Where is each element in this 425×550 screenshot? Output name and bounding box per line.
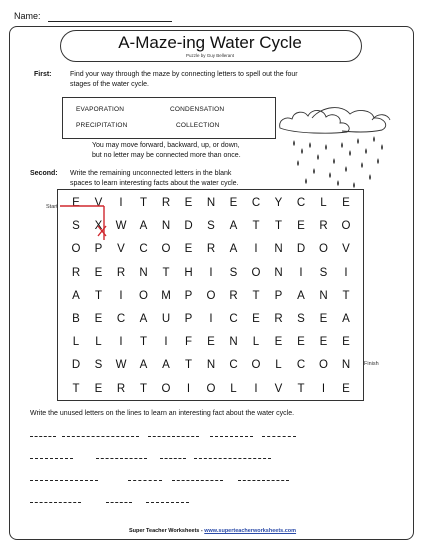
maze-letter[interactable]: N (341, 359, 351, 372)
maze-letter[interactable]: A (162, 359, 170, 372)
start-path-marker (60, 194, 110, 244)
maze-letter[interactable]: S (297, 313, 305, 325)
maze-letter[interactable]: E (297, 220, 305, 233)
maze-letter[interactable]: T (184, 359, 193, 372)
second-label: Second: (30, 170, 58, 177)
maze-letter[interactable]: I (186, 382, 191, 395)
word-evaporation: EVAPORATION (76, 106, 125, 113)
footer-separator: - (199, 528, 205, 534)
maze-letter[interactable]: R (71, 266, 81, 279)
maze-letter[interactable]: E (319, 313, 328, 325)
maze-letter[interactable]: D (184, 220, 193, 233)
word-bank (62, 97, 276, 139)
maze-letter[interactable]: T (297, 382, 305, 395)
answer-blank[interactable] (128, 474, 162, 481)
maze-letter[interactable]: E (252, 313, 260, 325)
maze-letter[interactable]: V (274, 382, 283, 395)
maze-letter[interactable]: L (275, 359, 282, 372)
second-instruction-line1: Write the remaining unconnected letters in the blank (70, 170, 232, 177)
maze-letter[interactable]: N (229, 336, 238, 349)
maze-letter[interactable]: E (94, 382, 103, 395)
rules-line1: You may move forward, backward, up, or down, (92, 142, 240, 149)
maze-letter[interactable]: A (72, 289, 80, 302)
maze-letter[interactable]: N (161, 220, 171, 233)
maze-letter[interactable]: O (139, 289, 148, 302)
maze-letter[interactable]: I (254, 382, 258, 395)
maze-letter[interactable]: I (209, 266, 213, 279)
maze-letter[interactable]: R (274, 313, 283, 325)
maze-start-label: Start (46, 204, 58, 210)
answer-blank[interactable] (106, 496, 132, 503)
maze-letter[interactable]: E (342, 382, 350, 395)
maze-letter[interactable]: I (119, 197, 123, 209)
maze-letter[interactable]: T (94, 289, 103, 302)
maze-letter[interactable]: S (94, 359, 103, 372)
maze-letter[interactable]: A (139, 359, 148, 372)
answer-blank[interactable] (148, 430, 199, 437)
maze-letter[interactable]: M (161, 289, 171, 302)
maze-letter[interactable]: A (139, 313, 148, 325)
maze-letter[interactable]: O (161, 382, 171, 395)
maze-letter[interactable]: X (94, 220, 103, 233)
maze-letter[interactable]: T (342, 289, 350, 302)
maze-letter[interactable]: C (296, 197, 306, 209)
maze-letter[interactable]: E (94, 266, 103, 279)
maze-letter[interactable]: S (72, 220, 80, 233)
maze-letter[interactable]: C (229, 313, 238, 325)
maze-letter[interactable]: A (342, 313, 350, 325)
maze-letter[interactable]: E (184, 197, 193, 209)
maze-letter[interactable]: Y (274, 197, 283, 209)
maze-letter[interactable]: I (344, 266, 348, 279)
maze-letter[interactable]: C (296, 359, 306, 372)
maze-letter[interactable]: T (252, 220, 260, 233)
footer-url-link[interactable]: www.superteacherworksheets.com (204, 528, 297, 534)
name-label: Name: (14, 11, 41, 21)
maze-letter[interactable]: I (299, 266, 303, 279)
maze-letter[interactable]: E (72, 197, 80, 209)
answer-blank[interactable] (146, 496, 189, 503)
maze-letter[interactable]: I (119, 289, 123, 302)
maze-letter[interactable]: O (251, 266, 261, 279)
maze-letter[interactable]: R (161, 197, 171, 209)
maze-letter[interactable]: A (229, 220, 238, 233)
maze-letter[interactable]: E (229, 197, 238, 209)
maze-letter[interactable]: O (71, 243, 81, 256)
maze-letter[interactable]: C (229, 359, 238, 372)
answer-instruction: Write the unused letters on the lines to learn an interesting fact about the water cycle. (30, 410, 295, 417)
maze-letter[interactable]: O (206, 382, 216, 395)
maze-letter[interactable]: P (184, 313, 193, 325)
maze-letter[interactable]: N (139, 266, 148, 279)
maze-letter[interactable]: R (116, 266, 126, 279)
first-label: First: (34, 71, 52, 78)
rain-cloud-icon (272, 98, 397, 188)
maze-letter[interactable]: C (251, 197, 261, 209)
answer-blank[interactable] (96, 452, 147, 459)
maze-letter[interactable]: O (319, 359, 328, 372)
maze-letter[interactable]: P (94, 243, 103, 256)
answer-blank[interactable] (210, 430, 253, 437)
answer-blank[interactable] (30, 452, 73, 459)
maze-letter[interactable]: O (251, 359, 261, 372)
answer-blank[interactable] (160, 452, 186, 459)
footer-brand: Super Teacher Worksheets (128, 528, 200, 534)
answer-blank[interactable] (238, 474, 289, 481)
maze-letter[interactable]: E (297, 336, 305, 349)
maze-letter[interactable]: I (164, 336, 168, 349)
maze-letter[interactable]: D (71, 359, 81, 372)
maze-letter[interactable]: E (274, 336, 283, 349)
maze-letter[interactable]: O (319, 243, 328, 256)
maze-letter[interactable]: B (72, 313, 80, 325)
footer (0, 528, 425, 534)
maze-letter[interactable]: V (117, 243, 125, 256)
page-title: A-Maze-ing Water Cycle (118, 33, 302, 52)
maze-letter[interactable]: L (230, 382, 237, 395)
maze-letter[interactable]: I (254, 243, 258, 256)
maze-letter[interactable]: R (206, 243, 216, 256)
answer-blank[interactable] (30, 474, 98, 481)
first-instruction-line2: stages of the water cycle. (70, 81, 149, 88)
maze-letter[interactable]: T (274, 220, 283, 233)
maze-letter[interactable]: H (184, 266, 193, 279)
maze-letter[interactable]: A (297, 289, 305, 302)
maze-letter[interactable]: T (139, 197, 148, 209)
maze-letter[interactable]: P (274, 289, 283, 302)
maze-letter[interactable]: I (119, 336, 123, 349)
maze-letter[interactable]: P (184, 289, 193, 302)
maze-letter[interactable]: L (320, 197, 327, 209)
answer-blank[interactable] (194, 452, 271, 459)
maze-letter[interactable]: E (207, 336, 215, 349)
maze-letter[interactable]: R (116, 382, 126, 395)
maze-letter[interactable]: N (274, 266, 283, 279)
word-collection: COLLECTION (176, 122, 220, 129)
maze-letter[interactable]: N (206, 197, 216, 209)
maze-letter[interactable]: F (184, 336, 193, 349)
maze-letter[interactable]: E (94, 313, 103, 325)
word-precipitation: PRECIPITATION (76, 122, 128, 129)
maze-letter[interactable]: L (72, 336, 80, 349)
first-instruction-line1: Find your way through the maze by connecting letters to spell out the four (70, 71, 298, 78)
maze-letter[interactable]: T (139, 382, 148, 395)
maze-letter[interactable]: E (342, 197, 350, 209)
name-line[interactable] (48, 21, 172, 22)
maze-letter[interactable]: S (229, 266, 238, 279)
maze-letter[interactable]: T (139, 336, 148, 349)
maze-finish-label: Finish (364, 361, 379, 367)
maze-letter[interactable]: C (116, 313, 126, 325)
maze-letter[interactable]: S (207, 220, 215, 233)
maze-letter[interactable]: I (321, 382, 326, 395)
maze-letter[interactable]: O (341, 220, 351, 233)
maze-letter[interactable]: N (274, 243, 283, 256)
maze-letter[interactable]: T (72, 382, 80, 395)
answer-blank[interactable] (262, 430, 296, 437)
second-instruction-line2: spaces to learn interesting facts about the water cycle. (70, 180, 239, 187)
maze-letter[interactable]: I (209, 313, 213, 325)
maze-letter[interactable]: E (342, 336, 350, 349)
maze-letter[interactable]: R (229, 289, 238, 302)
maze-letter[interactable]: E (184, 243, 193, 256)
maze-letter[interactable]: L (95, 336, 102, 349)
maze-letter[interactable]: C (139, 243, 148, 256)
answer-blank[interactable] (172, 474, 223, 481)
answer-blank[interactable] (30, 430, 56, 437)
maze-letter[interactable]: U (161, 313, 171, 325)
maze-letter[interactable]: T (162, 266, 170, 279)
answer-blank[interactable] (62, 430, 139, 437)
maze-letter[interactable]: O (161, 243, 171, 256)
maze-letter[interactable]: A (139, 220, 148, 233)
maze-letter[interactable]: N (319, 289, 328, 302)
maze-letter[interactable]: A (229, 243, 238, 256)
maze-letter[interactable]: W (115, 220, 127, 233)
maze-letter[interactable]: N (206, 359, 216, 372)
word-condensation: CONDENSATION (170, 106, 225, 113)
maze-letter[interactable]: S (319, 266, 328, 279)
puzzle-credit: Puzzle by Guy Bellerant (185, 53, 235, 58)
maze-letter[interactable]: V (94, 197, 103, 209)
maze-letter[interactable]: O (206, 289, 216, 302)
maze-letter[interactable]: T (252, 289, 260, 302)
maze-letter[interactable]: D (296, 243, 306, 256)
answer-blank[interactable] (30, 496, 81, 503)
maze-letter[interactable]: L (252, 336, 260, 349)
maze-letter[interactable]: W (115, 359, 127, 372)
maze-letter[interactable]: R (319, 220, 328, 233)
rules-line2: but no letter may be connected more than once. (92, 152, 241, 159)
maze-letter[interactable]: E (319, 336, 328, 349)
maze-letter[interactable]: V (342, 243, 350, 256)
